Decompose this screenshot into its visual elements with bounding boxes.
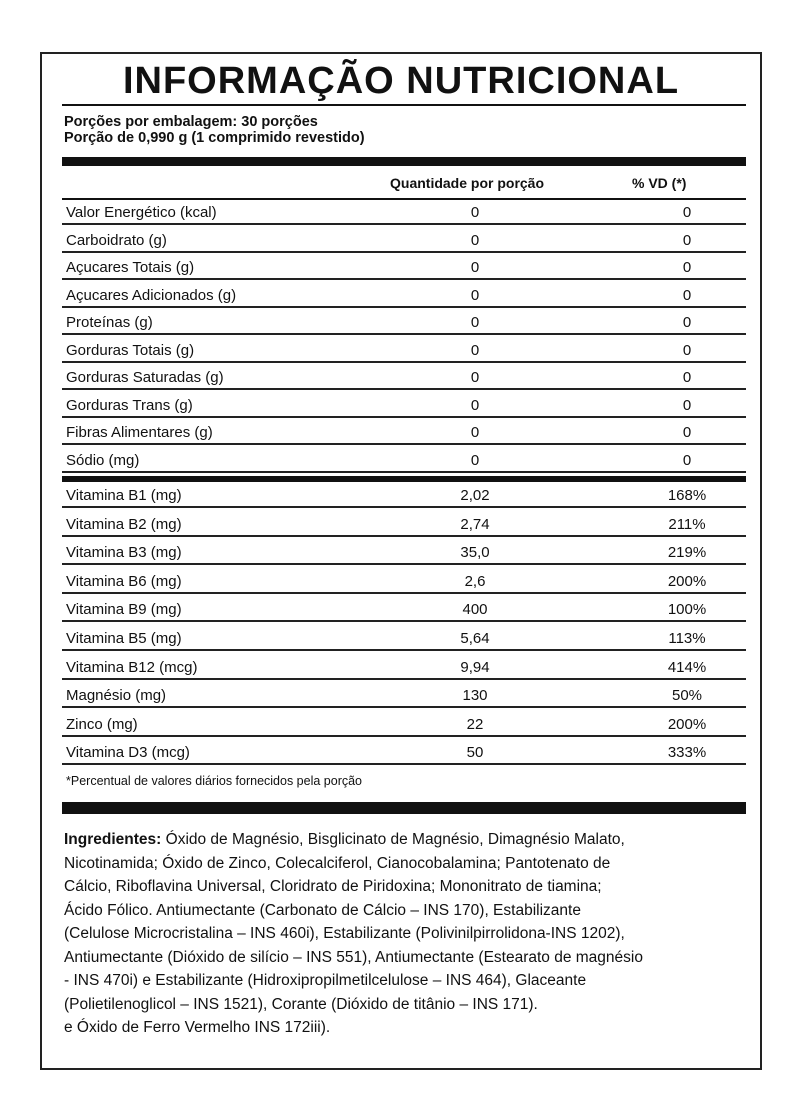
table-row <box>62 570 746 594</box>
thick-divider <box>62 476 746 482</box>
ingredients-line: Nicotinamida; Óxido de Zinco, Colecalciferol, Cianocobalamina; Pantotenato de <box>64 854 611 872</box>
dv-cell: 0 <box>682 396 692 414</box>
dv-header: % VD (*) <box>632 175 687 191</box>
table-row <box>62 366 746 390</box>
ingredients-text <box>64 828 744 1040</box>
quantity-cell: 0 <box>470 314 480 331</box>
nutrient-label: Magnésio (mg) <box>66 687 167 705</box>
nutrient-label: Vitamina B6 (mg) <box>66 572 182 590</box>
table-row <box>62 229 746 253</box>
nutrient-label: Vitamina B12 (mcg) <box>66 658 198 676</box>
table-row <box>62 513 746 537</box>
table-row <box>62 541 746 565</box>
nutrient-label: Sódio (mg) <box>66 451 140 469</box>
table-row <box>62 598 746 622</box>
ingredients-label: Ingredientes: <box>64 831 162 848</box>
quantity-cell: 0 <box>470 451 480 469</box>
quantity-cell: 22 <box>466 715 484 733</box>
quantity-cell: 0 <box>470 396 480 414</box>
ingredients-line: Óxido de Magnésio, Bisglicinato de Magnésio, Dimagnésio Malato, <box>161 831 625 848</box>
nutrient-label: Gorduras Trans (g) <box>66 396 193 414</box>
ingredients-line: Antiumectante (Dióxido de silício – INS 551), Antiumectante (Estearato de magnésio <box>64 948 643 966</box>
quantity-cell: 9,94 <box>460 658 490 676</box>
page-title: INFORMAÇÃO NUTRICIONAL <box>122 60 680 102</box>
quantity-cell: 2,6 <box>464 572 486 590</box>
table-row <box>62 339 746 363</box>
table-row <box>62 741 746 765</box>
dv-cell: 50% <box>671 687 703 705</box>
thick-divider <box>62 157 746 166</box>
table-row <box>62 684 746 708</box>
nutrient-label: Vitamina B5 (mg) <box>66 630 182 647</box>
dv-cell: 0 <box>682 259 692 276</box>
nutrient-label: Vitamina D3 (mcg) <box>66 744 190 762</box>
table-row <box>62 394 746 418</box>
ingredients-line: - INS 470i) e Estabilizante (Hidroxipropilmetilcelulose – INS 464), Glaceante <box>64 972 587 989</box>
dv-cell: 200% <box>667 572 707 590</box>
quantity-cell: 50 <box>466 744 484 762</box>
dv-cell: 0 <box>682 204 692 221</box>
quantity-cell: 0 <box>470 259 480 276</box>
table-row <box>62 421 746 445</box>
ingredients-line: e Óxido de Ferro Vermelho INS 172iii). <box>64 1019 331 1036</box>
ingredients-line: Cálcio, Riboflavina Universal, Cloridrato de Piridoxina; Mononitrato de tiamina; <box>64 878 602 895</box>
nutrient-label: Fibras Alimentares (g) <box>66 424 213 441</box>
nutrient-label: Vitamina B3 (mg) <box>66 544 182 562</box>
nutrient-label: Zinco (mg) <box>66 715 138 733</box>
nutrient-label: Proteínas (g) <box>66 314 153 331</box>
dv-cell: 200% <box>667 715 707 733</box>
table-row <box>62 713 746 737</box>
quantity-header: Quantidade por porção <box>390 175 545 191</box>
dv-cell: 0 <box>682 314 692 331</box>
quantity-cell: 0 <box>470 424 480 441</box>
table-row <box>62 284 746 308</box>
quantity-cell: 35,0 <box>460 544 490 562</box>
dv-cell: 0 <box>682 424 692 441</box>
quantity-cell: 0 <box>470 369 480 386</box>
dv-cell: 333% <box>667 744 707 762</box>
dv-cell: 0 <box>682 451 692 469</box>
divider <box>62 198 746 200</box>
nutrient-label: Açucares Adicionados (g) <box>66 286 237 304</box>
nutrient-label: Carboidrato (g) <box>66 231 167 249</box>
ingredients-line: (Celulose Microcristalina – INS 460i), Estabilizante (Polivinilpirrolidona-INS 1202), <box>64 925 625 942</box>
nutrition-facts-panel <box>40 52 762 1070</box>
quantity-cell: 0 <box>470 204 480 221</box>
nutrient-label: Gorduras Totais (g) <box>66 341 195 359</box>
dv-cell: 211% <box>668 515 706 533</box>
dv-cell: 168% <box>667 487 707 504</box>
quantity-cell: 5,64 <box>460 630 490 647</box>
nutrient-label: Vitamina B2 (mg) <box>66 515 182 533</box>
ingredients-line: (Polietilenoglicol – INS 1521), Corante (Dióxido de titânio – INS 171). <box>64 995 538 1013</box>
divider <box>62 104 746 106</box>
quantity-cell: 0 <box>470 286 480 304</box>
quantity-cell: 400 <box>462 601 488 619</box>
table-row <box>62 449 746 473</box>
nutrient-label: Açucares Totais (g) <box>66 259 195 276</box>
table-row <box>62 484 746 508</box>
table-row <box>62 311 746 335</box>
dv-cell: 100% <box>667 601 707 619</box>
nutrient-label: Vitamina B9 (mg) <box>66 601 182 619</box>
dv-cell: 414% <box>667 658 707 676</box>
quantity-cell: 130 <box>462 687 488 705</box>
dv-cell: 0 <box>682 286 692 304</box>
nutrient-label: Valor Energético (kcal) <box>66 204 217 221</box>
table-row <box>62 627 746 651</box>
quantity-cell: 2,02 <box>460 487 490 504</box>
dv-cell: 0 <box>682 231 692 249</box>
footnote: *Percentual de valores diários fornecidos pela porção <box>66 774 363 788</box>
ingredients-line: Ácido Fólico. Antiumectante (Carbonato de Cálcio – INS 170), Estabilizante <box>64 901 581 919</box>
serving-size: Porção de 0,990 g (1 comprimido revestido) <box>64 130 365 146</box>
quantity-cell: 0 <box>470 341 480 359</box>
dv-cell: 0 <box>682 341 692 359</box>
servings-per-package: Porções por embalagem: 30 porções <box>64 114 318 130</box>
dv-cell: 113% <box>668 630 706 647</box>
table-row <box>62 201 746 225</box>
table-row <box>62 256 746 280</box>
dv-cell: 0 <box>682 369 692 386</box>
nutrient-label: Gorduras Saturadas (g) <box>66 369 224 386</box>
quantity-cell: 0 <box>470 231 480 249</box>
table-row <box>62 656 746 680</box>
quantity-cell: 2,74 <box>460 515 490 533</box>
thick-divider <box>62 802 746 814</box>
dv-cell: 219% <box>667 544 707 562</box>
nutrient-label: Vitamina B1 (mg) <box>66 487 182 504</box>
